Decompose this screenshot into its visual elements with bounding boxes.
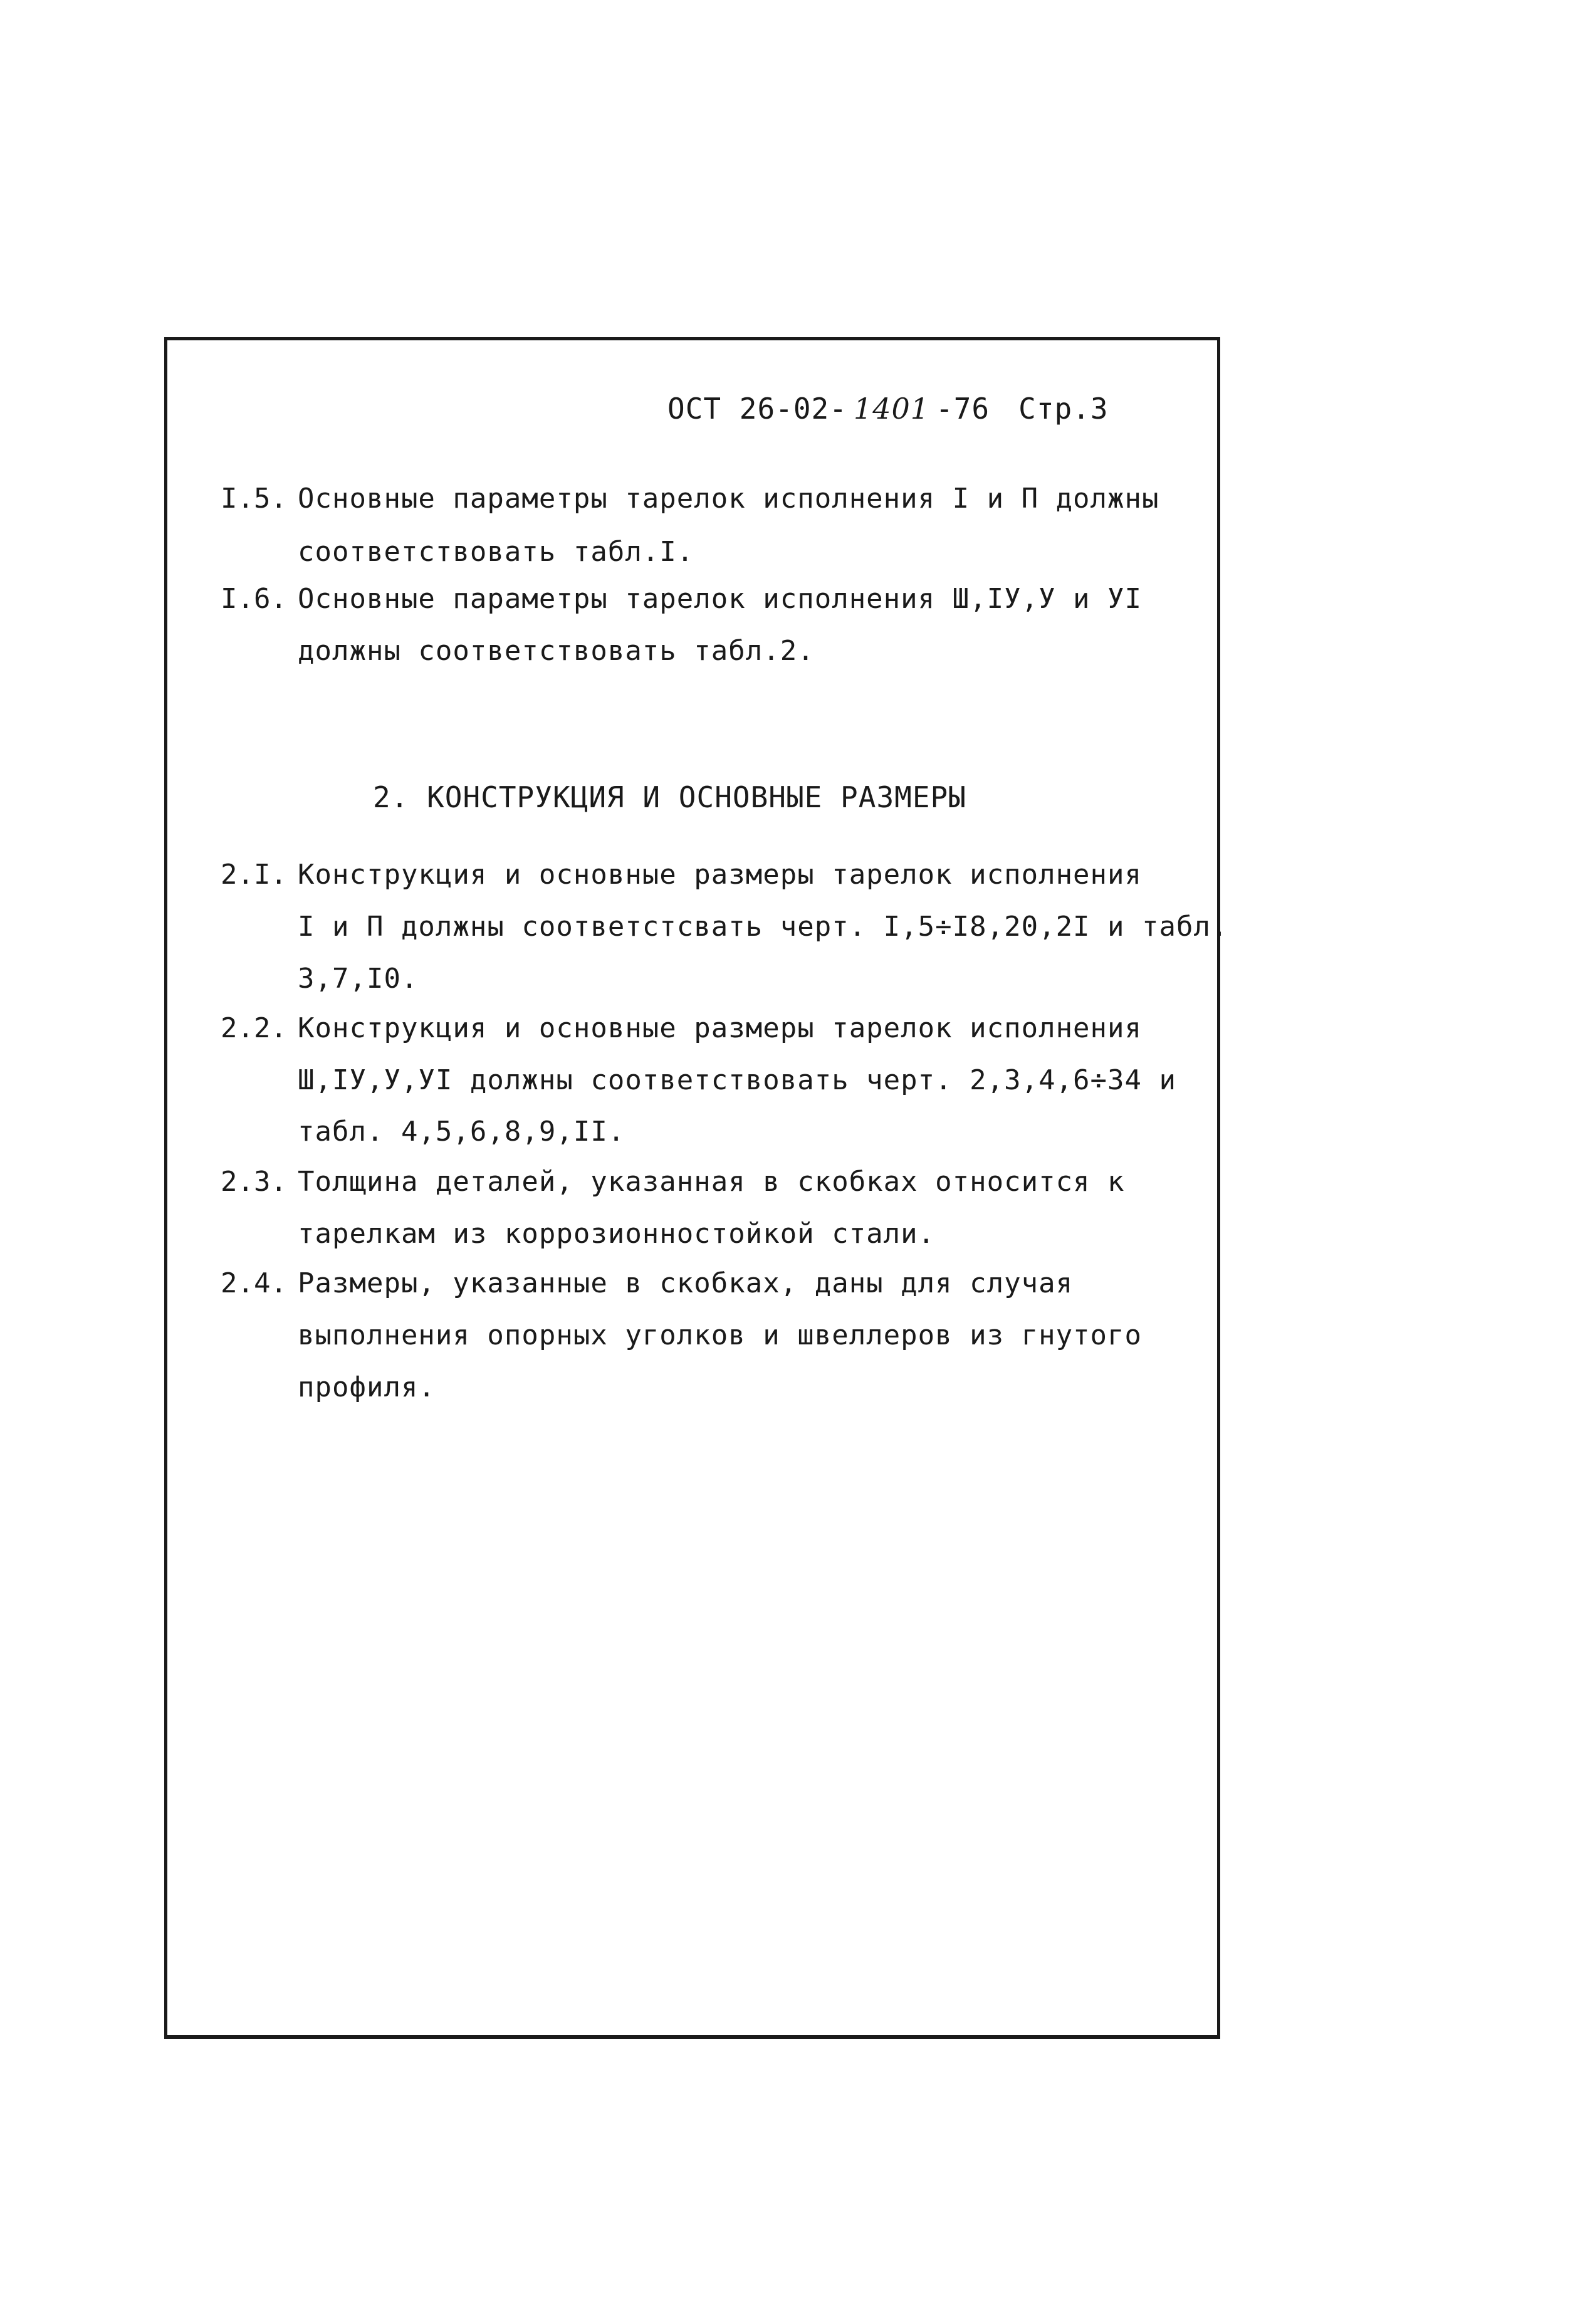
- paragraph-line: Размеры, указанные в скобках, даны для случая: [298, 1267, 1074, 1299]
- paragraph-line: выполнения опорных уголков и швеллеров из гнутого: [298, 1319, 1143, 1351]
- paragraph-line: 3,7,I0.: [298, 963, 419, 995]
- paragraph-line: Основные параметры тарелок исполнения I и П должны: [298, 483, 1159, 515]
- doc-year: -76: [936, 392, 990, 426]
- paragraph-number: 2.I.: [221, 859, 287, 891]
- paragraph-line: табл. 4,5,6,8,9,II.: [298, 1116, 625, 1148]
- paragraph-number: I.5.: [221, 483, 287, 515]
- section-title: 2. КОНСТРУКЦИЯ И ОСНОВНЫЕ РАЗМЕРЫ: [373, 780, 966, 814]
- paragraph-line: Ш,IУ,У,УI должны соответствовать черт. 2,3,4,6÷34 и: [298, 1064, 1177, 1096]
- paragraph-line: тарелкам из коррозионностойкой стали.: [298, 1218, 936, 1250]
- paragraph-line: должны соответствовать табл.2.: [298, 635, 815, 667]
- paragraph-number: I.6.: [221, 583, 287, 615]
- paragraph-line: Основные параметры тарелок исполнения Ш,IУ,У и УI: [298, 583, 1143, 615]
- paragraph-line: Толщина деталей, указанная в скобках относится к: [298, 1166, 1125, 1198]
- paragraph-line: профиля.: [298, 1371, 436, 1403]
- paragraph-line: Конструкция и основные размеры тарелок исполнения: [298, 1012, 1143, 1044]
- handwritten-number: 1401: [853, 392, 930, 426]
- page-number: Стр.3: [1018, 392, 1109, 426]
- document-header: [667, 392, 1109, 426]
- paragraph-line: Конструкция и основные размеры тарелок исполнения: [298, 859, 1143, 891]
- doc-code: ОСТ 26-02-: [667, 392, 847, 426]
- paragraph-number: 2.2.: [221, 1012, 287, 1044]
- paragraph-line: I и П должны соответстсвать черт. I,5÷I8,20,2I и табл.: [298, 911, 1228, 943]
- paragraph-number: 2.4.: [221, 1267, 287, 1299]
- paragraph-line: соответствовать табл.I.: [298, 536, 694, 568]
- paragraph-number: 2.3.: [221, 1166, 287, 1198]
